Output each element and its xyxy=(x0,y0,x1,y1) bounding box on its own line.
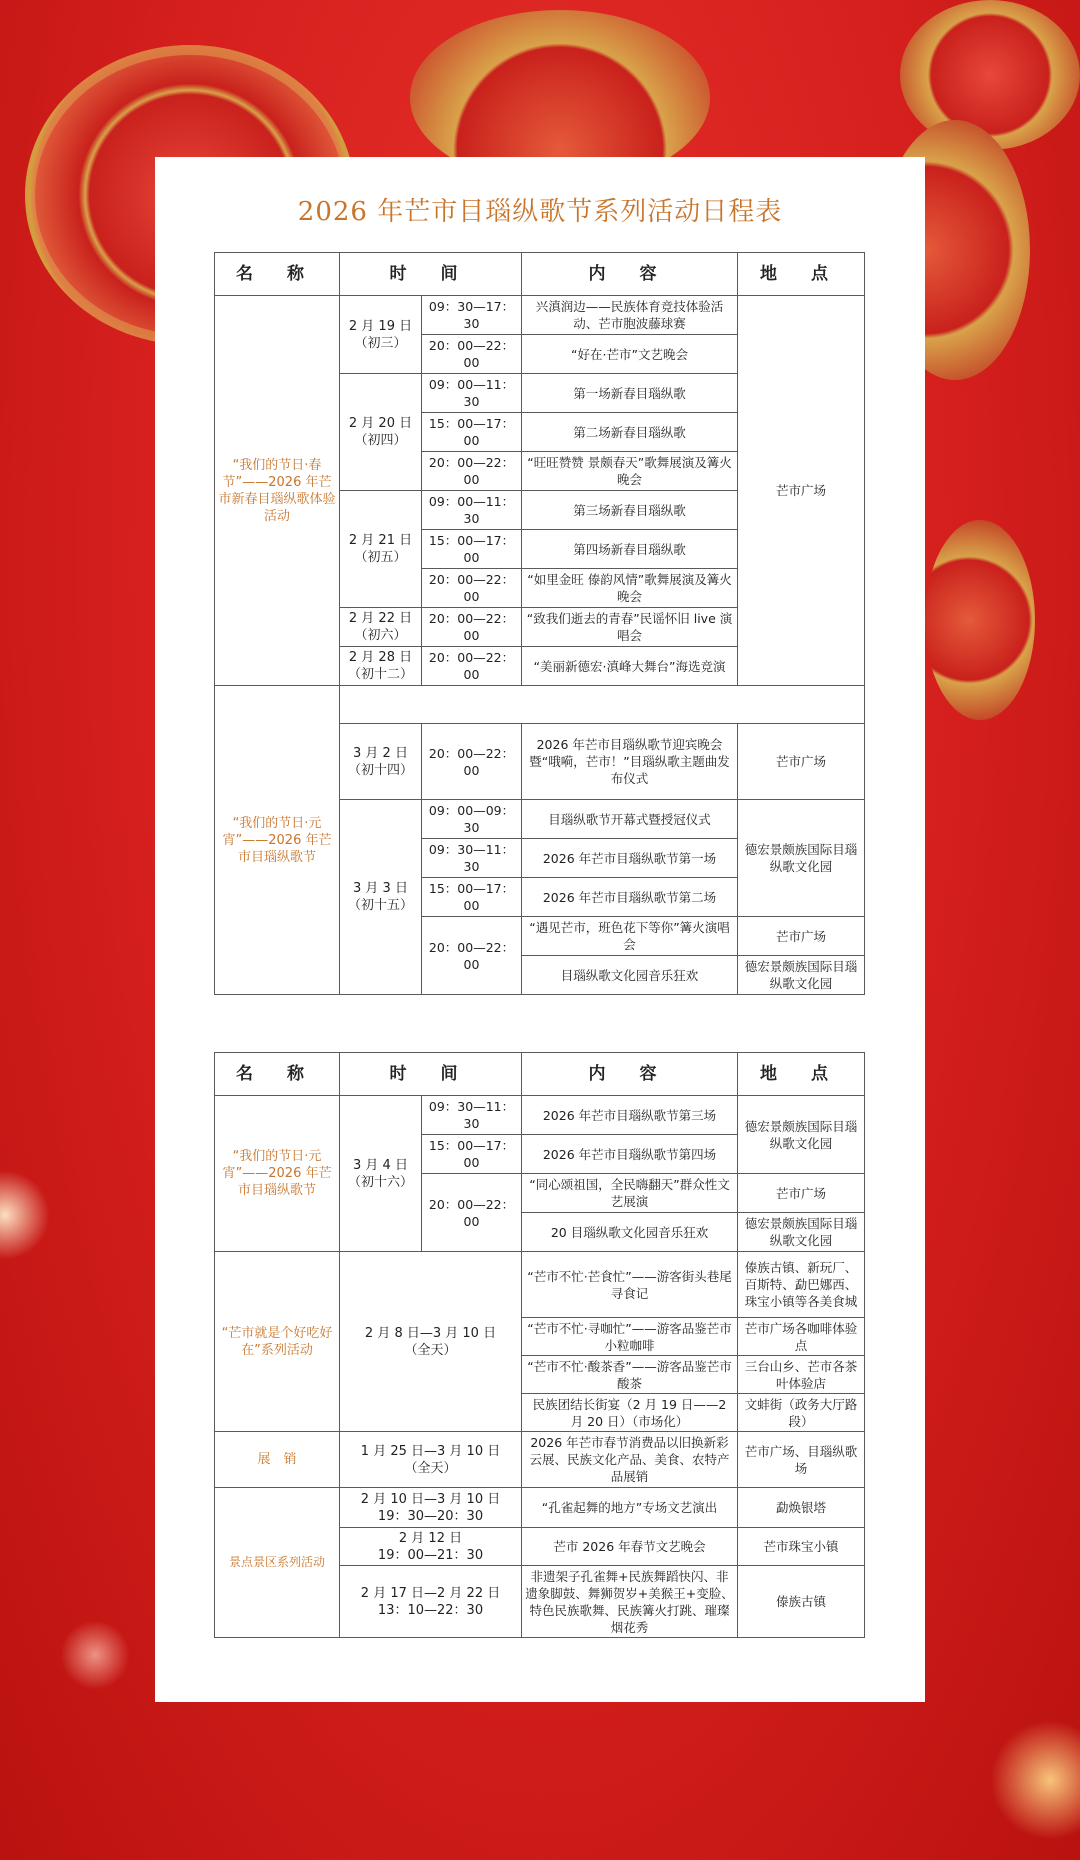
header-content: 内 容 xyxy=(522,1053,738,1096)
content-cell: 第一场新春目瑙纵歌 xyxy=(522,374,738,413)
place-cell: 德宏景颇族国际目瑙纵歌文化园 xyxy=(738,800,865,917)
content-cell: “如里金旺 傣韵风情”歌舞展演及篝火晚会 xyxy=(522,569,738,608)
event-name-lantern: “我们的节日·元宵”——2026 年芒市目瑙纵歌节 xyxy=(215,686,340,995)
place-cell: 傣族古镇 xyxy=(738,1566,865,1638)
lunar-text: （初十四） xyxy=(347,762,413,778)
date-text: 2 月 21 日 xyxy=(348,533,413,548)
date-text: 3 月 2 日 xyxy=(353,745,408,761)
content-cell: “遇见芒市，班色花下等你”篝火演唱会 xyxy=(522,917,738,956)
content-cell: 民族团结长街宴（2 月 19 日——2 月 20 日）（市场化） xyxy=(522,1394,738,1432)
time-cell: 09：00—09：30 xyxy=(422,800,522,839)
header-place: 地 点 xyxy=(738,1053,865,1096)
event-name-scenic: 景点景区系列活动 xyxy=(215,1488,340,1638)
time-cell: 09：30—11：30 xyxy=(422,1096,522,1135)
bokeh-bottom-decoration xyxy=(60,1620,130,1690)
date-text: 2 月 19 日 xyxy=(348,318,413,334)
content-cell: “美丽新德宏·滇峰大舞台”海选竞演 xyxy=(522,647,738,686)
date-text: 2 月 28 日 xyxy=(348,650,413,665)
date-text: 2 月 10 日—3 月 10 日 xyxy=(360,1491,501,1507)
time-cell: 20：00—22：00 xyxy=(422,1174,522,1252)
lunar-text: （初十六） xyxy=(347,1174,413,1190)
date-cell xyxy=(340,1528,522,1566)
place-cell: 傣族古镇、新玩厂、百斯特、勐巴娜西、珠宝小镇等各美食城 xyxy=(738,1252,865,1318)
place-cell: 文蚌街（政务大厅路段） xyxy=(738,1394,865,1432)
content-cell: 兴滇润边——民族体育竞技体验活动、芒市胞波藤球赛 xyxy=(522,296,738,335)
schedule-table-2 xyxy=(214,1052,865,1638)
date-cell xyxy=(340,296,422,374)
content-cell: “同心颂祖国，全民嗨翻天”群众性文艺展演 xyxy=(522,1174,738,1213)
time-cell: 20：00—22：00 xyxy=(422,569,522,608)
date-text: 2 月 17 日—2 月 22 日 xyxy=(360,1585,501,1601)
date-sub-text: （全天） xyxy=(404,1342,457,1358)
time-cell: 20：00—22：00 xyxy=(422,452,522,491)
schedule-sheet xyxy=(155,157,925,1702)
date-cell xyxy=(340,608,422,647)
time-cell: 09：00—11：30 xyxy=(422,374,522,413)
time-cell: 09：30—11：30 xyxy=(422,839,522,878)
time-cell: 20：00—22：00 xyxy=(422,647,522,686)
time-cell: 20：00—22：00 xyxy=(422,724,522,800)
content-cell: “旺旺赞赞 景颇春天”歌舞展演及篝火晚会 xyxy=(522,452,738,491)
content-cell: “芒市不忙·寻咖忙”——游客品鉴芒市小粒咖啡 xyxy=(522,1318,738,1356)
content-cell: 目瑙纵歌文化园音乐狂欢 xyxy=(522,956,738,995)
time-cell: 20：00—22：00 xyxy=(422,608,522,647)
date-cell xyxy=(340,1252,522,1432)
lunar-text: （初五） xyxy=(354,550,407,565)
content-cell: 2026 年芒市目瑙纵歌节第一场 xyxy=(522,839,738,878)
place-cell: 芒市广场、目瑙纵歌场 xyxy=(738,1432,865,1488)
place-cell: 德宏景颇族国际目瑙纵歌文化园 xyxy=(738,1096,865,1174)
lantern-right-top-decoration xyxy=(900,0,1080,150)
content-cell: 第二场新春目瑙纵歌 xyxy=(522,413,738,452)
schedule-table-1 xyxy=(214,252,865,995)
lunar-text: （初六） xyxy=(354,628,407,643)
place-cell: 芒市广场 xyxy=(738,1174,865,1213)
time-cell: 20：00—22：00 xyxy=(422,917,522,995)
time-cell: 09：00—11：30 xyxy=(422,491,522,530)
place-cell: 三台山乡、芒市各茶叶体验店 xyxy=(738,1356,865,1394)
content-cell: 2026 年芒市目瑙纵歌节第三场 xyxy=(522,1096,738,1135)
content-cell: 2026 年芒市目瑙纵歌节迎宾晚会暨“哦嗬，芒市！”目瑙纵歌主题曲发布仪式 xyxy=(522,724,738,800)
date-text: 3 月 4 日 xyxy=(353,1157,408,1173)
bokeh-left-decoration xyxy=(0,1170,50,1260)
date-cell xyxy=(340,1488,522,1528)
lunar-text: （初十五） xyxy=(347,898,413,913)
place-cell: 芒市广场各咖啡体验点 xyxy=(738,1318,865,1356)
content-cell: “好在·芒市”文艺晚会 xyxy=(522,335,738,374)
time-cell: 15：00—17：00 xyxy=(422,878,522,917)
header-name: 名 称 xyxy=(215,253,340,296)
header-name: 名 称 xyxy=(215,1053,340,1096)
time-cell: 15：00—17：00 xyxy=(422,413,522,452)
content-cell: 芒市 2026 年春节文艺晚会 xyxy=(522,1528,738,1566)
time-cell: 20：00—22：00 xyxy=(422,335,522,374)
content-cell: 第四场新春目瑙纵歌 xyxy=(522,530,738,569)
lunar-text: （初四） xyxy=(354,433,407,448)
date-cell xyxy=(340,1096,422,1252)
time-cell: 15：00—17：00 xyxy=(422,530,522,569)
date-sub-text: （全天） xyxy=(404,1460,457,1476)
place-cell: 芒市广场 xyxy=(738,296,865,686)
content-cell: 非遗架子孔雀舞+民族舞蹈快闪、非遗象脚鼓、舞狮贺岁+美猴王+变脸、特色民族歌舞、民族篝火打跳、璀璨烟花秀 xyxy=(522,1566,738,1638)
place-cell: 德宏景颇族国际目瑙纵歌文化园 xyxy=(738,1213,865,1252)
content-cell: 目瑙纵歌节开幕式暨授冠仪式 xyxy=(522,800,738,839)
time-text: 19：00—21：30 xyxy=(377,1547,484,1563)
place-cell: 芒市珠宝小镇 xyxy=(738,1528,865,1566)
lantern-right-small-decoration xyxy=(925,520,1035,720)
event-name-food: “芒市就是个好吃好在”系列活动 xyxy=(215,1252,340,1432)
date-cell xyxy=(340,374,422,491)
content-cell: “芒市不忙·酸茶香”——游客品鉴芒市酸茶 xyxy=(522,1356,738,1394)
event-name-spring: “我们的节日·春节”——2026 年芒市新春目瑙纵歌体验活动 xyxy=(215,296,340,686)
header-time: 时 间 xyxy=(340,253,522,296)
content-cell: “致我们逝去的青春”民谣怀旧 live 演唱会 xyxy=(522,608,738,647)
date-cell xyxy=(340,1432,522,1488)
content-cell: 2026 年芒市目瑙纵歌节第四场 xyxy=(522,1135,738,1174)
event-name-lantern-2: “我们的节日·元宵”——2026 年芒市目瑙纵歌节 xyxy=(215,1096,340,1252)
time-text: 13：10—22：30 xyxy=(377,1602,484,1618)
time-cell: 15：00—17：00 xyxy=(422,1135,522,1174)
lunar-text: （初十二） xyxy=(347,667,413,682)
place-cell: 芒市广场 xyxy=(738,724,865,800)
empty-row xyxy=(340,686,865,724)
content-cell: “芒市不忙·芒食忙”——游客街头巷尾寻食记 xyxy=(522,1252,738,1318)
bokeh-right-decoration xyxy=(990,1720,1080,1840)
lunar-text: （初三） xyxy=(354,335,407,351)
date-text: 1 月 25 日—3 月 10 日 xyxy=(360,1443,501,1459)
date-text: 2 月 20 日 xyxy=(348,416,413,431)
content-cell: “孔雀起舞的地方”专场文艺演出 xyxy=(522,1488,738,1528)
place-cell: 芒市广场 xyxy=(738,917,865,956)
date-text: 3 月 3 日 xyxy=(353,881,408,896)
date-cell xyxy=(340,647,422,686)
date-text: 2 月 22 日 xyxy=(348,611,413,626)
content-cell: 20 目瑙纵歌文化园音乐狂欢 xyxy=(522,1213,738,1252)
header-time: 时 间 xyxy=(340,1053,522,1096)
date-text: 2 月 12 日 xyxy=(398,1530,463,1546)
date-cell xyxy=(340,724,422,800)
event-name-expo: 展 销 xyxy=(215,1432,340,1488)
page-title: 2026 年芒市目瑙纵歌节系列活动日程表 xyxy=(297,197,783,227)
header-content: 内 容 xyxy=(522,253,738,296)
date-cell xyxy=(340,491,422,608)
time-cell: 09：30—17：30 xyxy=(422,296,522,335)
place-cell: 勐焕银塔 xyxy=(738,1488,865,1528)
date-text: 2 月 8 日—3 月 10 日 xyxy=(364,1325,497,1341)
content-cell: 2026 年芒市目瑙纵歌节第二场 xyxy=(522,878,738,917)
date-cell xyxy=(340,800,422,995)
header-place: 地 点 xyxy=(738,253,865,296)
date-cell xyxy=(340,1566,522,1638)
content-cell: 第三场新春目瑙纵歌 xyxy=(522,491,738,530)
place-cell: 德宏景颇族国际目瑙纵歌文化园 xyxy=(738,956,865,995)
content-cell: 2026 年芒市春节消费品以旧换新彩云展、民族文化产品、美食、农特产品展销 xyxy=(522,1432,738,1488)
time-text: 19：30—20：30 xyxy=(377,1508,484,1524)
